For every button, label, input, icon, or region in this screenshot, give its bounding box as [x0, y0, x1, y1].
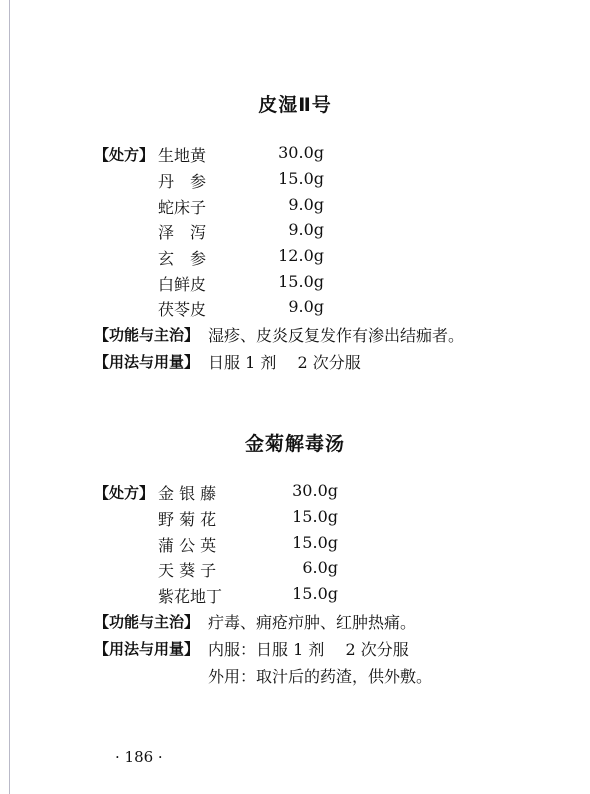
herb-name: 紫花地丁 — [158, 587, 223, 606]
herb-dose: 15.0g — [292, 507, 338, 526]
herb-name: 白鲜皮 — [158, 275, 207, 294]
recipe-title-2: 金菊解毒汤 — [244, 433, 345, 455]
herb-dose: 6.0g — [302, 558, 338, 577]
prescription-label-2: 【处方】 — [94, 484, 155, 502]
usage-text-2a: 内服：日服 1 剂 2 次分服 — [208, 640, 409, 659]
herb-dose: 15.0g — [292, 533, 338, 552]
function-text-1: 湿疹、皮炎反复发作有渗出结痂者。 — [208, 326, 465, 345]
usage-label-1: 【用法与用量】 — [94, 353, 200, 371]
herb-dose: 9.0g — [288, 220, 324, 239]
herb-name: 丹 参 — [158, 172, 207, 191]
herb-name: 蒲 公 英 — [158, 536, 217, 555]
herb-dose: 15.0g — [278, 169, 324, 188]
herb-name: 泽 泻 — [158, 223, 207, 242]
herb-name: 茯苓皮 — [158, 300, 207, 319]
herb-name: 蛇床子 — [158, 198, 207, 217]
herb-dose: 15.0g — [292, 584, 338, 603]
prescription-label-1: 【处方】 — [94, 146, 155, 164]
herb-dose: 30.0g — [278, 143, 324, 162]
herb-dose: 30.0g — [292, 481, 338, 500]
herb-name: 野 菊 花 — [158, 510, 217, 529]
page-number: · 186 · — [115, 748, 163, 766]
usage-label-2: 【用法与用量】 — [94, 640, 200, 658]
herb-dose: 12.0g — [278, 246, 324, 265]
function-label-2: 【功能与主治】 — [94, 613, 200, 631]
herb-name: 金 银 藤 — [158, 484, 217, 503]
herb-name: 天 葵 子 — [158, 561, 217, 580]
function-text-2: 疔毒、痈疮疖肿、红肿热痛。 — [208, 613, 417, 632]
function-label-1: 【功能与主治】 — [94, 326, 200, 344]
herb-dose: 9.0g — [288, 195, 324, 214]
recipe-title-1: 皮湿Ⅱ号 — [258, 94, 332, 116]
herb-name: 生地黄 — [158, 146, 207, 165]
herb-dose: 15.0g — [278, 272, 324, 291]
usage-text-1: 日服 1 剂 2 次分服 — [208, 353, 361, 372]
usage-text-2b: 外用：取汁后的药渣，供外敷。 — [208, 667, 433, 686]
herb-name: 玄 参 — [158, 249, 207, 268]
herb-dose: 9.0g — [288, 297, 324, 316]
